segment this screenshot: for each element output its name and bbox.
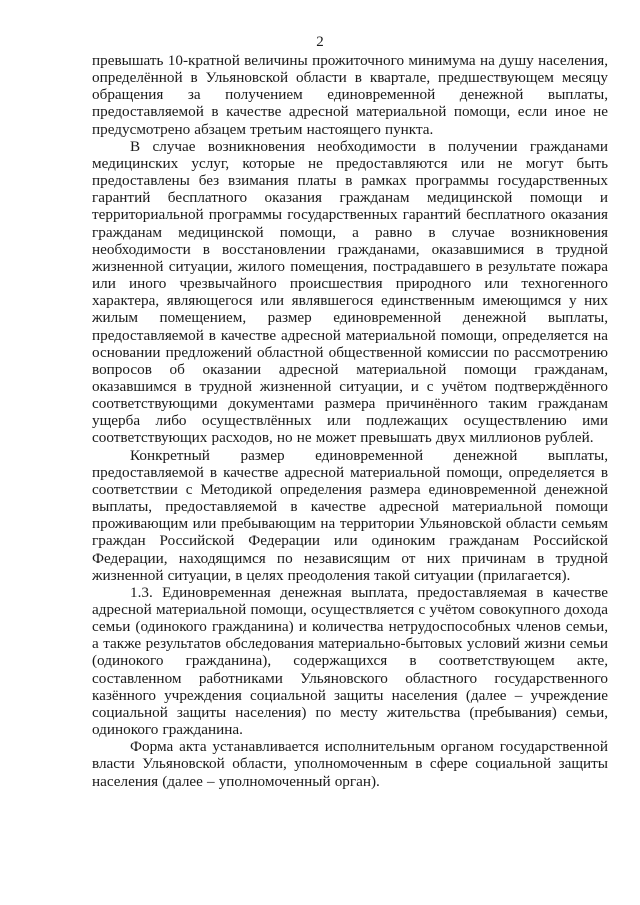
paragraph-clause-1-3: 1.3. Единовременная денежная выплата, предоставляемая в качестве адресной материальной помощи, осуществляется с учётом совокупного дохода семьи (одинокого гражданина) и количества нетрудоспособных членов семьи, а также результатов обследования материально-бытовых условий жизни семьи (одинокого гражданина), содержащихся в соответствующем акте, составленном работниками Ульяновского областного государственного казённого учреждения социальной защиты населения (далее – учреждение социальной защиты населения) по месту жительства (пребывания) семьи, одинокого гражданина. xyxy=(92,583,608,739)
paragraph-act-form: Форма акта устанавливается исполнительным органом государственной власти Ульяновской области, уполномоченным в сфере социальной защиты населения (далее – уполномоченный орган). xyxy=(92,738,608,790)
paragraph-continuation: превышать 10-кратной величины прожиточного минимума на душу населения, определённой в Ульяновской области в квартале, предшествующем месяцу обращения за получением единовременной денежной выплаты, предоставляемой в качестве адресной материальной помощи, если иное не предусмотрено абзацем третьим настоящего пункта. xyxy=(92,52,608,138)
paragraph-medical-services: В случае возникновения необходимости в получении гражданами медицинских услуг, которые не предоставляются или не могут быть предоставлены без взимания платы в рамках программы государственных гарантий бесплатного оказания гражданам медицинской помощи и территориальной программы государственных гарантий бесплатного оказания гражданам медицинской помощи, а равно в случае возникновения необходимости в восстановлении гражданами, оказавшимися в трудной жизненной ситуации, жилого помещения, пострадавшего в результате пожара или иного чрезвычайного происшествия природного или техногенного характера, являющегося или являвшегося единственным имеющимся у них жилым помещением, размер единовременной денежной выплаты, предоставляемой в качестве адресной материальной помощи, определяется на основании предложений областной общественной комиссии по рассмотрению вопросов об оказании адресной материальной помощи гражданам, оказавшимся в трудной жизненной ситуации, и с учётом подтверждённого соответствующими документами размера причинённого таким гражданам ущерба либо осуществлённых или подлежащих осуществлению ими соответствующих расходов, но не может превышать двух миллионов рублей. xyxy=(92,137,608,447)
document-body xyxy=(92,52,608,790)
paragraph-specific-amount: Конкретный размер единовременной денежной выплаты, предоставляемой в качестве адресной материальной помощи, определяется в соответствии с Методикой определения размера единовременной денежной выплаты, предоставляемой в качестве адресной материальной помощи проживающим или пребывающим на территории Ульяновской области семьям граждан Российской Федерации или одиноким гражданам Российской Федерации, находящимся по независящим от них причинам в трудной жизненной ситуации, в целях преодоления такой ситуации (прилагается). xyxy=(92,446,608,584)
page-number: 2 xyxy=(316,34,324,50)
